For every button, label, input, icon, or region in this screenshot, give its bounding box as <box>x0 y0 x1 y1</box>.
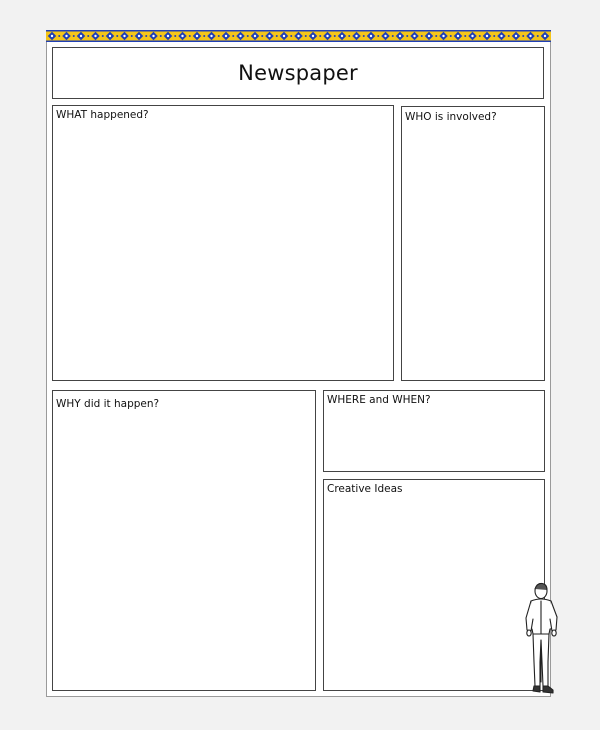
why-happen-box[interactable] <box>52 390 316 691</box>
person-figure-icon <box>517 582 567 700</box>
title-box <box>52 47 544 99</box>
what-happened-box[interactable] <box>52 105 394 381</box>
where-when-label: WHERE and WHEN? <box>327 394 431 406</box>
who-involved-label: WHO is involved? <box>405 111 497 123</box>
where-when-box[interactable] <box>323 390 545 472</box>
creative-ideas-label: Creative Ideas <box>327 483 403 495</box>
what-happened-label: WHAT happened? <box>56 109 149 121</box>
creative-ideas-box[interactable] <box>323 479 545 691</box>
decorative-border-strip <box>46 30 551 42</box>
who-involved-box[interactable] <box>401 106 545 381</box>
page-title: Newspaper <box>238 61 358 85</box>
why-happen-label: WHY did it happen? <box>56 398 160 410</box>
